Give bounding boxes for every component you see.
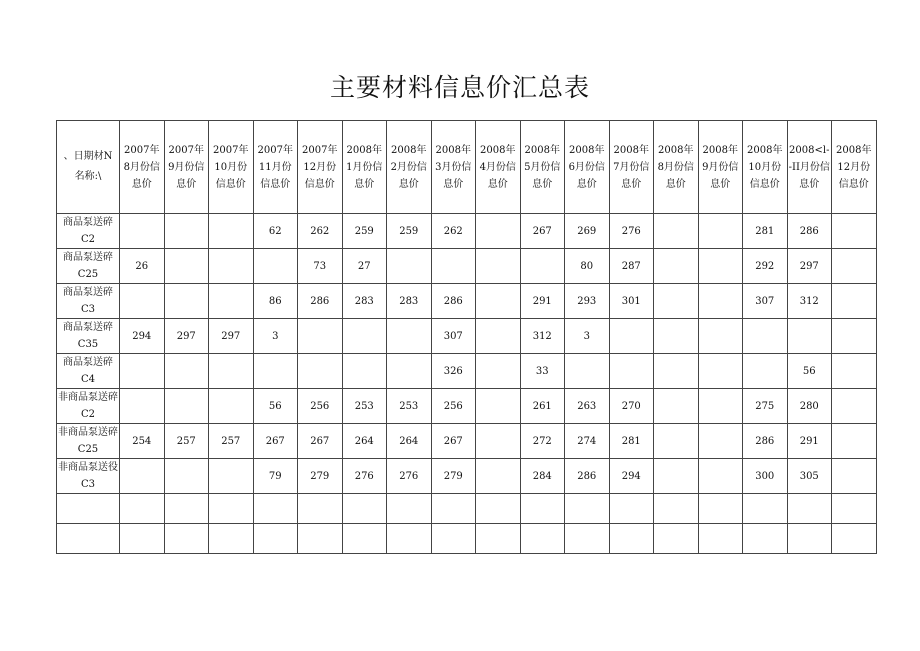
column-header-label: 2008年5月份信息价 <box>524 144 561 190</box>
price-cell: 73 <box>298 249 343 284</box>
price-cell <box>209 284 254 319</box>
price-cell <box>698 319 743 354</box>
price-cell <box>698 249 743 284</box>
price-cell <box>164 284 209 319</box>
material-name-cell: 商品泵送碎C2 <box>57 214 120 249</box>
price-cell: 279 <box>298 459 343 494</box>
price-cell <box>654 459 699 494</box>
column-header <box>698 121 743 214</box>
price-cell: 256 <box>431 389 476 424</box>
price-cell: 281 <box>743 214 788 249</box>
column-header <box>253 121 298 214</box>
price-cell: 276 <box>342 459 387 494</box>
price-cell: 275 <box>743 389 788 424</box>
price-cell <box>164 494 209 524</box>
price-cell: 256 <box>298 389 343 424</box>
price-cell <box>476 284 521 319</box>
price-cell: 62 <box>253 214 298 249</box>
material-name-cell <box>57 524 120 554</box>
price-cell: 269 <box>565 214 610 249</box>
price-cell <box>253 249 298 284</box>
column-header <box>476 121 521 214</box>
price-cell <box>609 354 654 389</box>
price-cell <box>476 389 521 424</box>
price-cell: 312 <box>520 319 565 354</box>
price-cell <box>164 389 209 424</box>
price-cell: 291 <box>520 284 565 319</box>
price-cell <box>342 354 387 389</box>
price-cell: 297 <box>787 249 832 284</box>
price-cell: 293 <box>565 284 610 319</box>
price-cell <box>565 354 610 389</box>
price-cell <box>253 354 298 389</box>
column-header <box>787 121 832 214</box>
price-cell <box>654 494 699 524</box>
column-header <box>743 121 788 214</box>
table-row <box>57 284 877 319</box>
price-cell <box>832 319 877 354</box>
price-cell <box>120 284 165 319</box>
column-header <box>565 121 610 214</box>
price-cell <box>342 494 387 524</box>
price-cell <box>476 459 521 494</box>
material-name-cell: 非商品泵送碎C2 <box>57 389 120 424</box>
price-cell <box>476 524 521 554</box>
column-header-label: 2008年3月份信息价 <box>435 144 472 190</box>
price-cell <box>520 524 565 554</box>
price-cell <box>120 214 165 249</box>
price-cell: 26 <box>120 249 165 284</box>
column-header <box>520 121 565 214</box>
price-cell <box>609 319 654 354</box>
price-cell <box>654 249 699 284</box>
material-name-cell: 非商品泵送役C3 <box>57 459 120 494</box>
column-header-label: 2007年8月份信息价 <box>123 144 160 190</box>
price-cell <box>698 389 743 424</box>
price-cell: 253 <box>342 389 387 424</box>
table-row <box>57 214 877 249</box>
price-cell <box>387 319 432 354</box>
price-cell: 297 <box>209 319 254 354</box>
price-cell: 286 <box>298 284 343 319</box>
price-cell: 305 <box>787 459 832 494</box>
column-header-label: 2007年11月份信息价 <box>257 144 293 190</box>
price-cell <box>832 249 877 284</box>
price-cell: 257 <box>164 424 209 459</box>
price-cell <box>209 214 254 249</box>
material-name-cell <box>57 494 120 524</box>
price-cell: 281 <box>609 424 654 459</box>
price-cell: 276 <box>609 214 654 249</box>
price-cell <box>565 494 610 524</box>
price-cell <box>698 494 743 524</box>
price-cell: 297 <box>164 319 209 354</box>
price-cell <box>476 494 521 524</box>
price-cell: 286 <box>565 459 610 494</box>
price-cell <box>654 524 699 554</box>
price-cell: 274 <box>565 424 610 459</box>
price-cell: 27 <box>342 249 387 284</box>
price-cell: 33 <box>520 354 565 389</box>
price-cell <box>120 389 165 424</box>
price-cell <box>654 354 699 389</box>
price-cell <box>698 214 743 249</box>
price-cell: 294 <box>609 459 654 494</box>
price-cell <box>298 319 343 354</box>
price-cell: 56 <box>253 389 298 424</box>
price-cell: 286 <box>431 284 476 319</box>
price-cell <box>832 354 877 389</box>
column-header <box>609 121 654 214</box>
column-header-label: 2008年8月份信息价 <box>657 144 694 190</box>
price-cell: 86 <box>253 284 298 319</box>
column-header-label: 2008年1月份信息价 <box>346 144 383 190</box>
price-cell <box>431 494 476 524</box>
price-cell: 294 <box>120 319 165 354</box>
price-cell <box>209 249 254 284</box>
price-cell <box>832 494 877 524</box>
corner-label-date-material: 、日期材N <box>63 151 113 162</box>
column-header-label: 2007年10月份信息价 <box>213 144 249 190</box>
price-cell: 264 <box>342 424 387 459</box>
price-cell: 79 <box>253 459 298 494</box>
material-name-cell: 非商品泵送碎C25 <box>57 424 120 459</box>
table-row <box>57 494 877 524</box>
price-cell <box>209 459 254 494</box>
price-cell: 276 <box>387 459 432 494</box>
price-cell: 291 <box>787 424 832 459</box>
price-cell: 267 <box>253 424 298 459</box>
price-cell <box>298 354 343 389</box>
column-header <box>164 121 209 214</box>
price-cell <box>832 524 877 554</box>
price-cell <box>743 319 788 354</box>
column-header-label: 2008年12月份信息价 <box>836 144 872 190</box>
column-header-label: 2008年4月份信息价 <box>479 144 516 190</box>
price-cell <box>209 354 254 389</box>
price-cell <box>654 319 699 354</box>
price-cell <box>698 424 743 459</box>
price-cell <box>120 459 165 494</box>
price-cell: 259 <box>342 214 387 249</box>
table-row <box>57 249 877 284</box>
price-cell: 280 <box>787 389 832 424</box>
price-cell: 326 <box>431 354 476 389</box>
price-cell <box>387 494 432 524</box>
price-cell <box>698 524 743 554</box>
price-cell <box>832 389 877 424</box>
price-cell <box>654 214 699 249</box>
price-cell: 257 <box>209 424 254 459</box>
price-cell <box>832 214 877 249</box>
price-cell <box>164 459 209 494</box>
material-name-cell: 商品泵送碎C25 <box>57 249 120 284</box>
table-row <box>57 319 877 354</box>
price-cell <box>120 494 165 524</box>
price-cell: 3 <box>253 319 298 354</box>
price-cell <box>609 494 654 524</box>
table-row <box>57 524 877 554</box>
corner-label-name: 名称:\ <box>74 171 102 182</box>
material-name-cell: 商品泵送碎C3 <box>57 284 120 319</box>
price-cell <box>476 424 521 459</box>
price-cell <box>743 354 788 389</box>
column-header <box>387 121 432 214</box>
price-cell <box>387 249 432 284</box>
price-cell <box>832 424 877 459</box>
price-cell: 287 <box>609 249 654 284</box>
price-cell <box>654 424 699 459</box>
price-cell <box>164 524 209 554</box>
price-cell <box>698 459 743 494</box>
price-cell <box>431 249 476 284</box>
price-cell: 272 <box>520 424 565 459</box>
column-header <box>832 121 877 214</box>
column-header-label: 2008<l--II月份信息价 <box>788 144 830 190</box>
price-cell: 259 <box>387 214 432 249</box>
price-cell: 262 <box>431 214 476 249</box>
price-cell <box>476 319 521 354</box>
price-cell: 312 <box>787 284 832 319</box>
column-header-label: 2007年12月份信息价 <box>302 144 338 190</box>
price-cell: 286 <box>743 424 788 459</box>
price-cell <box>787 319 832 354</box>
price-cell <box>565 524 610 554</box>
column-header-label: 2008年7月份信息价 <box>613 144 650 190</box>
price-cell <box>832 284 877 319</box>
material-name-cell: 商品泵送碎C4 <box>57 354 120 389</box>
price-cell: 300 <box>743 459 788 494</box>
price-cell <box>520 249 565 284</box>
price-cell: 56 <box>787 354 832 389</box>
price-cell: 267 <box>431 424 476 459</box>
table-row <box>57 424 877 459</box>
price-cell <box>743 494 788 524</box>
price-cell: 292 <box>743 249 788 284</box>
column-header-label: 2008年9月份信息价 <box>702 144 739 190</box>
table-row <box>57 354 877 389</box>
column-header <box>654 121 699 214</box>
price-cell: 270 <box>609 389 654 424</box>
price-cell <box>120 524 165 554</box>
price-cell: 284 <box>520 459 565 494</box>
price-cell <box>298 524 343 554</box>
price-cell: 3 <box>565 319 610 354</box>
table-body <box>57 214 877 554</box>
price-cell <box>431 524 476 554</box>
column-header-label: 2008年2月份信息价 <box>390 144 427 190</box>
column-header-label: 2007年9月份信息价 <box>168 144 205 190</box>
price-cell <box>698 284 743 319</box>
price-cell <box>743 524 788 554</box>
price-cell <box>209 494 254 524</box>
price-cell: 286 <box>787 214 832 249</box>
price-cell <box>209 389 254 424</box>
column-header-label: 2008年10月份信息价 <box>747 144 783 190</box>
price-cell <box>164 354 209 389</box>
price-cell <box>476 214 521 249</box>
price-cell <box>387 524 432 554</box>
price-cell: 307 <box>743 284 788 319</box>
price-cell <box>253 524 298 554</box>
price-cell <box>209 524 254 554</box>
price-cell <box>298 494 343 524</box>
price-cell <box>520 494 565 524</box>
price-cell: 253 <box>387 389 432 424</box>
price-cell <box>342 524 387 554</box>
price-cell: 267 <box>520 214 565 249</box>
price-cell: 283 <box>387 284 432 319</box>
price-cell <box>476 354 521 389</box>
header-row <box>57 121 877 214</box>
column-header <box>209 121 254 214</box>
price-cell <box>164 249 209 284</box>
corner-header-cell <box>57 121 120 214</box>
price-cell: 307 <box>431 319 476 354</box>
price-cell <box>253 494 298 524</box>
column-header <box>120 121 165 214</box>
page-title: 主要材料信息价汇总表 <box>329 73 590 102</box>
price-cell: 267 <box>298 424 343 459</box>
price-cell <box>120 354 165 389</box>
price-cell: 263 <box>565 389 610 424</box>
price-cell <box>342 319 387 354</box>
table-row <box>57 389 877 424</box>
price-summary-table <box>56 120 877 554</box>
price-cell: 279 <box>431 459 476 494</box>
material-name-cell: 商品泵送碎C35 <box>57 319 120 354</box>
price-cell: 301 <box>609 284 654 319</box>
price-cell: 261 <box>520 389 565 424</box>
column-header-label: 2008年6月份信息价 <box>568 144 605 190</box>
price-cell <box>654 284 699 319</box>
price-cell <box>609 524 654 554</box>
price-cell <box>832 459 877 494</box>
price-cell: 80 <box>565 249 610 284</box>
price-cell <box>476 249 521 284</box>
column-header <box>431 121 476 214</box>
column-header <box>298 121 343 214</box>
price-cell <box>164 214 209 249</box>
price-cell <box>654 389 699 424</box>
price-cell: 262 <box>298 214 343 249</box>
price-cell <box>787 494 832 524</box>
price-cell <box>698 354 743 389</box>
price-cell: 283 <box>342 284 387 319</box>
price-cell: 264 <box>387 424 432 459</box>
column-header <box>342 121 387 214</box>
price-cell <box>787 524 832 554</box>
price-cell: 254 <box>120 424 165 459</box>
table-row <box>57 459 877 494</box>
price-cell <box>387 354 432 389</box>
